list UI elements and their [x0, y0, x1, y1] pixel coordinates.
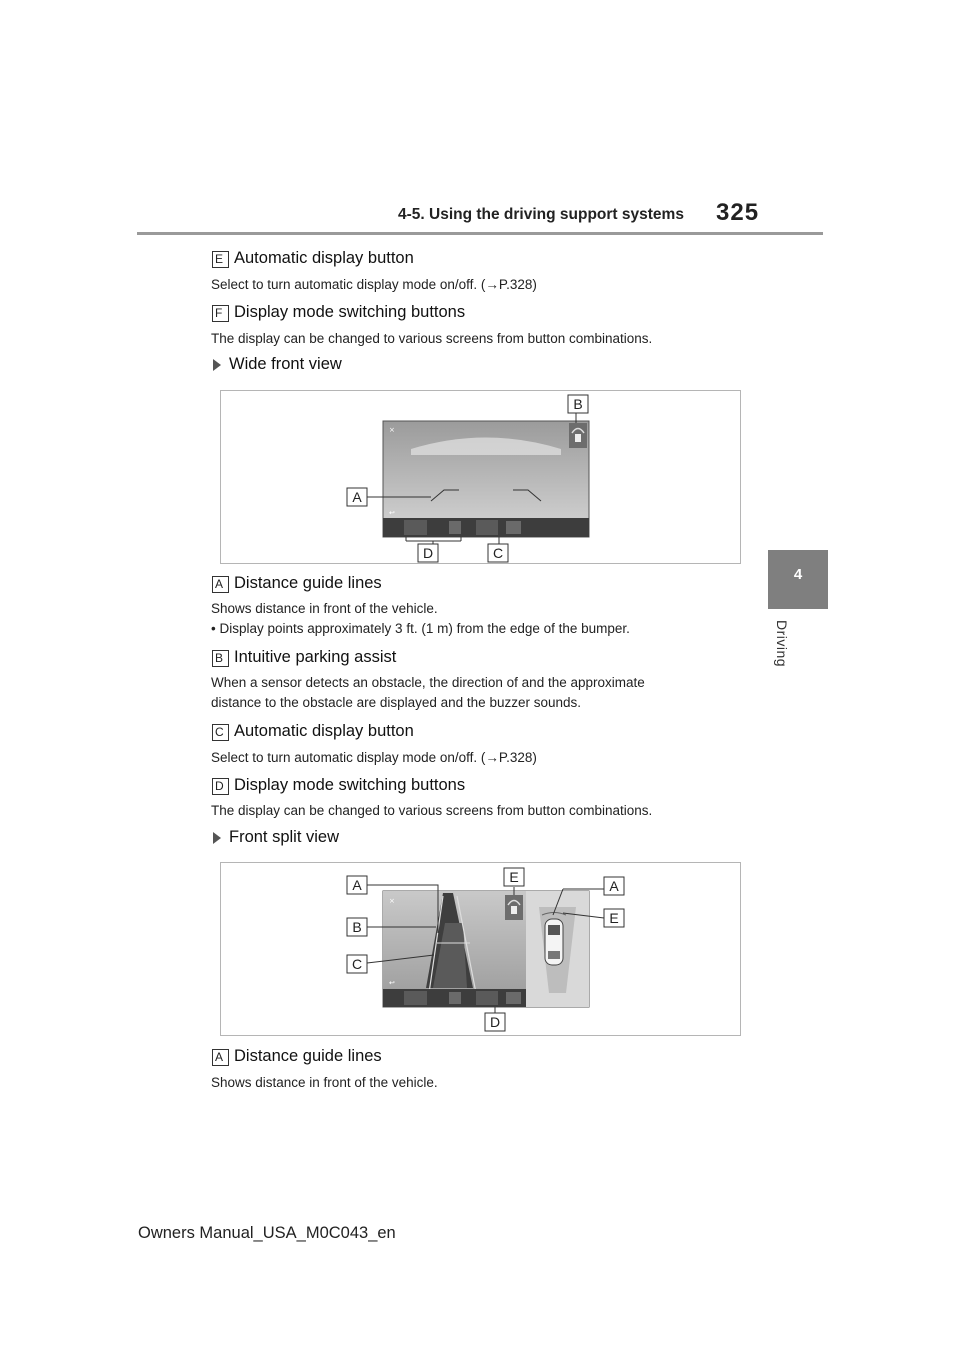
item-d-display-mode: [212, 775, 465, 795]
item-title: Automatic display button: [234, 721, 414, 740]
item-title: Display mode switching buttons: [234, 302, 466, 321]
wide-front-view-figure: [220, 390, 741, 564]
item-description: Shows distance in front of the vehicle.: [211, 1075, 438, 1090]
chapter-tab[interactable]: 4: [768, 550, 828, 609]
item-description: distance to the obstacle are displayed and the buzzer sounds.: [211, 695, 581, 710]
back-icon: ↩: [389, 509, 395, 517]
callout-label: C: [351, 956, 363, 972]
front-split-view-heading: [213, 828, 339, 847]
callout-label: E: [609, 910, 619, 926]
callout-label: A: [609, 878, 619, 894]
item-description: Select to turn automatic display mode on/off. (→P.328): [211, 750, 537, 765]
callout-label: D: [422, 545, 434, 561]
page-number: 325: [716, 199, 760, 226]
item-title: Display mode switching buttons: [234, 775, 466, 794]
arrow-bullet-icon: [213, 832, 221, 844]
item-description: The display can be changed to various screens from button combinations.: [211, 803, 653, 818]
item-description: Select to turn automatic display mode on/off. (→P.328): [211, 277, 537, 292]
item-f: [212, 302, 465, 322]
arrow-bullet-icon: [213, 359, 221, 371]
item-title: Automatic display button: [234, 248, 414, 267]
item-b-parking-assist: [212, 647, 396, 667]
item-a-distance-split: [212, 1046, 382, 1066]
callout-label: D: [489, 1014, 501, 1030]
close-icon: ×: [389, 426, 395, 434]
back-icon: ↩: [389, 979, 395, 987]
callout-label: A: [352, 877, 362, 893]
item-c-auto-display: [212, 721, 414, 741]
item-badge: F: [212, 305, 229, 322]
item-badge: D: [212, 778, 229, 795]
item-title: Distance guide lines: [234, 573, 382, 592]
item-description: Shows distance in front of the vehicle.: [211, 601, 438, 616]
heading-text: Wide front view: [229, 355, 342, 373]
item-badge: A: [212, 1049, 229, 1066]
item-a-distance: [212, 573, 382, 593]
front-split-view-figure: [220, 862, 741, 1036]
item-bullet: • Display points approximately 3 ft. (1 m) from the edge of the bumper.: [211, 621, 630, 636]
item-badge: A: [212, 576, 229, 593]
wide-front-view-illustration: [221, 391, 742, 565]
item-badge: C: [212, 724, 229, 741]
heading-text: Front split view: [229, 828, 340, 846]
item-badge: B: [212, 650, 229, 667]
item-e: [212, 248, 414, 268]
header-rule: [137, 232, 823, 235]
item-badge: E: [212, 251, 229, 268]
item-title: Distance guide lines: [234, 1046, 382, 1065]
footer-text: Owners Manual_USA_M0C043_en: [138, 1224, 396, 1242]
close-icon: ×: [389, 897, 395, 905]
callout-label: A: [352, 489, 362, 505]
section-title: 4-5. Using the driving support systems: [398, 206, 684, 223]
wide-front-view-heading: [213, 355, 342, 374]
callout-label: C: [492, 545, 504, 561]
callout-label: B: [352, 919, 362, 935]
front-split-view-illustration: [221, 863, 742, 1037]
item-description: The display can be changed to various screens from button combinations.: [211, 331, 653, 346]
item-title: Intuitive parking assist: [234, 647, 397, 666]
callout-label: B: [573, 396, 583, 412]
chapter-label: Driving: [774, 620, 790, 668]
item-description: When a sensor detects an obstacle, the direction of and the approximate: [211, 675, 645, 690]
callout-label: E: [509, 869, 519, 885]
